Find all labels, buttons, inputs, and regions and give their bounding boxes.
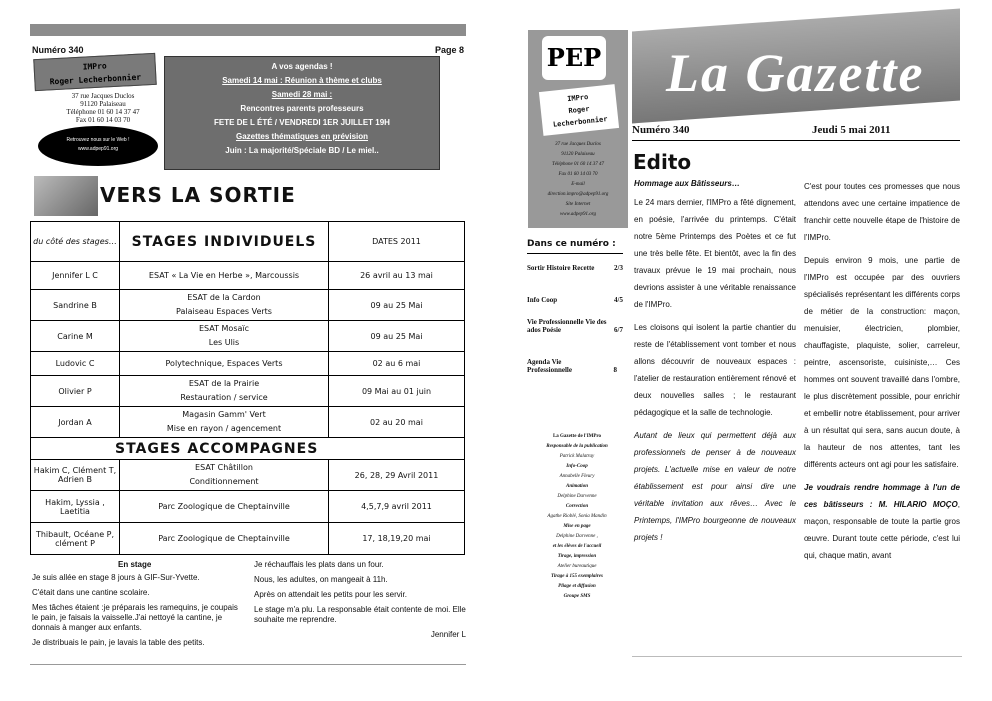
agenda-item: Samedi 14 mai : Réunion à thème et clubs bbox=[222, 76, 382, 85]
address-line: Fax 01 60 14 03 70 bbox=[75, 116, 131, 124]
edito-subtitle: Hommage aux Bâtisseurs… bbox=[634, 179, 740, 188]
impro-box bbox=[539, 84, 619, 136]
credit-line: et les élèves de l'accueil bbox=[552, 544, 602, 549]
impro-label: IMPro bbox=[82, 61, 107, 72]
stairs-icon bbox=[34, 176, 98, 216]
paragraph: Le 24 mars dernier, l'IMPro a fêté dignement, en poésie, l'arrivée du printemps. C'était notre 5ème Printemps des Poètes et ce fut une très belle fête. Et bientôt, avec la fin des travaux prévue le 19 mai prochain, nous devrions assister à une véritable renaissance de l'IMPro. bbox=[634, 198, 796, 309]
address-line: Téléphone 01 60 14 37 47 bbox=[66, 108, 140, 116]
web-oval bbox=[38, 126, 158, 166]
section-title: VERS LA SORTIE bbox=[100, 183, 296, 207]
place-line: ESAT Mosaïc bbox=[198, 324, 250, 333]
name-cell: Sandrine B bbox=[31, 290, 120, 321]
paragraph: Depuis environ 9 mois, une partie de l'IMPro est occupée par des ouvriers spécialisés représentant les différents corps de métier de la construction: maçon, menuisier, électricien, plombier, chauffagiste, plaquiste, solier, carreleur, peintre, ascensoriste, cuisiniste,… Ces hommes ont souvent travaillé dans l'ombre, le plus discrètement possible, pour enrichir et embellir notre établissement, pour arriver à un résultat qui sera, sans aucun doute, à la hauteur de nos attentes, tant les différents acteurs ont agi pour les satisfaire. bbox=[804, 256, 960, 469]
place-cell bbox=[120, 321, 329, 352]
en-stage-title: En stage bbox=[118, 560, 152, 569]
credit-line: Pliage et diffusion bbox=[558, 584, 596, 589]
top-bar bbox=[30, 24, 466, 36]
paragraph: Je suis allée en stage 8 jours à GIF-Sur-Yvette. bbox=[32, 573, 200, 582]
paragraph: Le stage m'a plu. La responsable était contente de moi. Elle souhaite me reprendre. bbox=[254, 605, 466, 624]
credit-line: Delphine Darvenne bbox=[557, 494, 597, 499]
contact-block bbox=[528, 140, 628, 220]
table-row bbox=[31, 321, 465, 352]
table-row bbox=[31, 290, 465, 321]
place-line: ESAT de la Cardon bbox=[187, 293, 261, 302]
place-line: Polytechnique, Espaces Verts bbox=[165, 358, 283, 368]
toc-page: 4/5 bbox=[614, 296, 623, 304]
paragraph: C'était dans une cantine scolaire. bbox=[32, 588, 150, 597]
paragraph: Après on attendait les petits pour les servir. bbox=[254, 590, 407, 599]
place-line: Conditionnement bbox=[189, 477, 259, 486]
contact-line: 37 rue Jacques Duclos bbox=[555, 142, 601, 147]
place-line: ESAT Châtillon bbox=[195, 463, 253, 472]
credit-line: La Gazette de l'IMPro bbox=[552, 434, 602, 439]
dates-cell: 4,5,7,9 avril 2011 bbox=[329, 491, 465, 523]
name-cell: Hakim C, Clément T, Adrien B bbox=[31, 460, 120, 491]
credit-line: Tirage, impression bbox=[557, 554, 597, 559]
table-header-row bbox=[31, 222, 465, 262]
toc-page: 2/3 bbox=[614, 264, 623, 272]
place-cell bbox=[120, 523, 329, 555]
agenda-item: Juin : La majorité/Spéciale BD / Le miel.. bbox=[225, 146, 379, 155]
credit-line: Groupe SMS bbox=[563, 594, 591, 599]
issue-number: Numéro 340 bbox=[32, 45, 84, 55]
accompagnes-title: STAGES ACCOMPAGNES bbox=[31, 438, 465, 460]
place-line: Parc Zoologique de Cheptainville bbox=[158, 501, 290, 511]
web-url: www.adpep91.org bbox=[77, 146, 119, 152]
signature: Jennifer L bbox=[430, 630, 466, 639]
credit-line: Atelier bureautique bbox=[557, 564, 597, 569]
dates-cell: 17, 18,19,20 mai bbox=[329, 523, 465, 555]
toc-item bbox=[527, 358, 617, 374]
bottom-rule bbox=[632, 656, 962, 657]
dates-cell: 09 Mai au 01 juin bbox=[329, 376, 465, 407]
toc-label: Info Coop bbox=[527, 296, 558, 304]
credit-line: Delphine Darvenne , bbox=[556, 534, 598, 539]
toc-page: 6/7 bbox=[614, 326, 623, 334]
name-cell: Ludovic C bbox=[31, 352, 120, 376]
toc-item bbox=[527, 296, 623, 304]
place-line: Magasin Gamm' Vert bbox=[182, 410, 266, 419]
dates-cell: 02 au 20 mai bbox=[329, 407, 465, 438]
masthead-title: La Gazette bbox=[666, 43, 925, 103]
place-line: Restauration / service bbox=[180, 393, 268, 402]
pep-logo-icon: PEP bbox=[542, 36, 606, 80]
issue-date: Jeudi 5 mai 2011 bbox=[812, 124, 891, 136]
toc-item bbox=[527, 318, 623, 334]
agenda-item: FETE DE L ÉTÉ / VENDREDI 1ER JUILLET 19H bbox=[214, 118, 390, 127]
bold-run: Je voudrais rendre hommage à l'un de ces bâtisseurs : M. HILARIO MOÇO bbox=[804, 483, 960, 509]
dates-cell: 26 avril au 13 mai bbox=[329, 262, 465, 290]
name-cell: Carine M bbox=[31, 321, 120, 352]
name-cell: Thibault, Océane P, clément P bbox=[31, 523, 120, 555]
impro-name: Lecherbonnier bbox=[552, 115, 608, 129]
toc-label: Sortir Histoire Recette bbox=[527, 264, 595, 272]
contact-line: 91120 Palaiseau bbox=[561, 152, 595, 157]
name-cell: Olivier P bbox=[31, 376, 120, 407]
contact-line: Téléphone 01 60 14 37 47 bbox=[551, 162, 605, 167]
credit-line: Responsable de la publication bbox=[546, 444, 608, 449]
dates-cell: 26, 28, 29 Avril 2011 bbox=[329, 460, 465, 491]
contact-line: Fax 01 60 14 03 70 bbox=[558, 172, 598, 177]
name-cell: Jennifer L C bbox=[31, 262, 120, 290]
header-cell: DATES 2011 bbox=[329, 222, 465, 262]
impro-box bbox=[33, 53, 157, 91]
bottom-rule bbox=[30, 664, 466, 665]
table-row bbox=[31, 523, 465, 555]
impro-label: IMPro bbox=[566, 92, 589, 104]
stages-table bbox=[30, 221, 465, 555]
address-block bbox=[40, 92, 166, 124]
edito-col-2 bbox=[804, 178, 960, 570]
contact-line: www.adpep91.org bbox=[559, 212, 597, 217]
toc-list bbox=[527, 264, 623, 374]
place-line: Palaiseau Espaces Verts bbox=[176, 307, 272, 316]
dates-cell: 09 au 25 Mai bbox=[329, 321, 465, 352]
toc-label: Agenda Vie Professionnelle bbox=[527, 358, 572, 374]
place-line: ESAT de la Prairie bbox=[188, 379, 260, 388]
place-cell bbox=[120, 352, 329, 376]
contact-line: direction.impro@adpep91.org bbox=[547, 192, 609, 197]
contact-line: Site Internet bbox=[565, 202, 591, 207]
table-row bbox=[31, 491, 465, 523]
agenda-item: Rencontres parents professeurs bbox=[240, 104, 364, 113]
agenda-item: Gazettes thématiques en prévision bbox=[235, 132, 369, 141]
impro-name: Roger bbox=[568, 104, 590, 116]
agenda-item: Samedi 28 mai : bbox=[271, 90, 333, 99]
header-cell: STAGES INDIVIDUELS bbox=[120, 222, 329, 262]
table-row bbox=[31, 352, 465, 376]
paragraph: Je réchauffais les plats dans un four. bbox=[254, 560, 384, 569]
place-line: Parc Zoologique de Cheptainville bbox=[158, 533, 290, 543]
paragraph: Nous, les adultes, on mangeait à 11h. bbox=[254, 575, 388, 584]
name-cell: Hakim, Lyssia , Laetitia bbox=[31, 491, 120, 523]
table-row bbox=[31, 376, 465, 407]
place-line: Mise en rayon / agencement bbox=[166, 424, 282, 433]
paragraph: Je distribuais le pain, je lavais la table des petits. bbox=[32, 638, 205, 647]
paragraph: Autant de lieux qui permettent déjà aux professionnels de penser à de nouveaux projets. L'actuelle mise en valeur de notre établissement est pour ainsi dire une véritable invitation aux rêves… Avec le Printemps, l'IMPro bourgeonne de nouveaux projets ! bbox=[634, 431, 796, 542]
table-row bbox=[31, 460, 465, 491]
text-run: , maçon, responsable de toute la partie gros œuvre. Durant toute cette période, c'est lui qui, chaque matin, avant bbox=[804, 500, 960, 560]
place-cell bbox=[120, 407, 329, 438]
address-line: 37 rue Jacques Duclos bbox=[71, 92, 135, 100]
page-number: Page 8 bbox=[435, 45, 465, 55]
credit-line: Mise en page bbox=[563, 524, 591, 529]
web-text: Retrouvez nous sur le Web ! bbox=[66, 137, 130, 143]
place-cell bbox=[120, 262, 329, 290]
table-row bbox=[31, 262, 465, 290]
credit-line: Animation bbox=[566, 484, 588, 489]
edito-title: Edito bbox=[633, 150, 692, 174]
en-stage-col-right bbox=[254, 560, 466, 640]
address-line: 91120 Palaiseau bbox=[80, 100, 126, 108]
place-cell bbox=[120, 290, 329, 321]
credit-line: Correction bbox=[565, 504, 589, 509]
agenda-title: A vos agendas ! bbox=[271, 62, 333, 71]
place-line: ESAT « La Vie en Herbe », Marcoussis bbox=[148, 270, 300, 280]
paragraph bbox=[804, 479, 960, 564]
impro-name: Roger Lecherbonnier bbox=[49, 72, 142, 87]
toc-label: Vie Professionnelle Vie des ados Poésie bbox=[527, 318, 607, 334]
dates-cell: 09 au 25 Mai bbox=[329, 290, 465, 321]
credit-line: Patrick Malatray bbox=[559, 454, 595, 459]
dates-cell: 02 au 6 mai bbox=[329, 352, 465, 376]
credit-line: Tirage à 155 exemplaires bbox=[551, 574, 603, 579]
place-line: Les Ulis bbox=[208, 338, 240, 347]
credit-line: Annabelle Fleury bbox=[559, 474, 595, 479]
credit-line: Info-Coop bbox=[566, 464, 588, 469]
credit-line: Agathe Rioblé, Sonia Mandin bbox=[547, 514, 607, 519]
contact-line: E-mail bbox=[571, 182, 585, 187]
masthead-rule bbox=[632, 140, 960, 141]
header-cell: du côté des stages… bbox=[31, 222, 120, 262]
place-cell bbox=[120, 491, 329, 523]
name-cell: Jordan A bbox=[31, 407, 120, 438]
agenda-box bbox=[164, 56, 440, 170]
issue-number: Numéro 340 bbox=[632, 124, 690, 136]
paragraph: Mes tâches étaient :je préparais les ramequins, je coupais le pain, je faisais la vaisselle.J'ai nettoyé la cantine, je donnais à manger aux enfants. bbox=[32, 603, 238, 632]
toc-page: 8 bbox=[613, 366, 617, 374]
toc-item bbox=[527, 264, 623, 272]
toc-rule bbox=[527, 253, 623, 254]
paragraph: C'est pour toutes ces promesses que nous attendons avec une certaine impatience de franchir cette nouvelle étape de l'histoire de l'IMPro. bbox=[804, 182, 960, 242]
credits-block bbox=[527, 432, 627, 602]
place-cell bbox=[120, 460, 329, 491]
toc-title: Dans ce numéro : bbox=[527, 239, 616, 249]
place-cell bbox=[120, 376, 329, 407]
table-row bbox=[31, 407, 465, 438]
paragraph: Les cloisons qui isolent la partie chantier du reste de l'établissement vont tomber et nous allons découvrir de nouveaux espaces : l'atelier de restauration entièrement rénové et deux nouvelles salles ; le restaurant pédagogique et la salle de technologie. bbox=[634, 323, 796, 417]
edito-col-1 bbox=[634, 178, 796, 552]
section-row bbox=[31, 438, 465, 460]
en-stage-col-left bbox=[32, 573, 242, 653]
